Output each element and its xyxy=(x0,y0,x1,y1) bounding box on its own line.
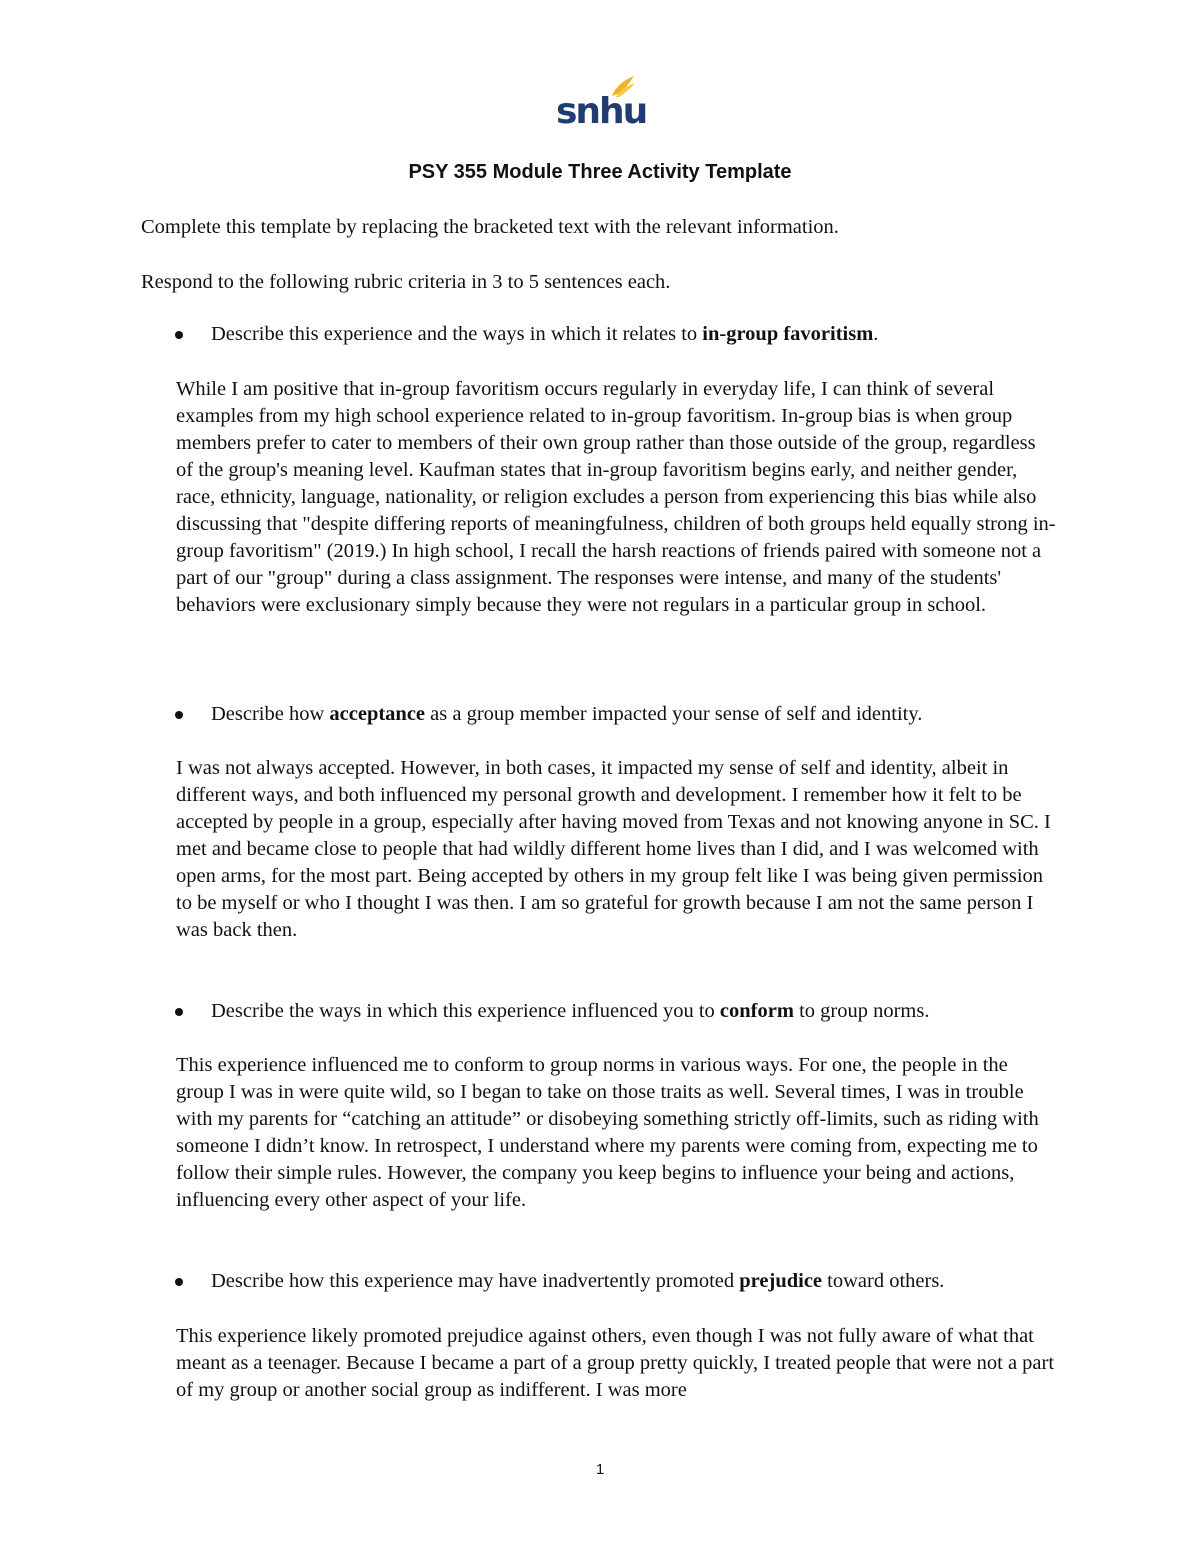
rubric-prompt-text: Describe the ways in which this experience influenced you to conform to group norms. xyxy=(211,1000,930,1022)
instruction-text: Respond to the following rubric criteria in 3 to 5 sentences each. xyxy=(141,271,671,293)
answer-paragraph: While I am positive that in-group favoritism occurs regularly in everyday life, I can think of several examples from my high school experience related to in-group favoritism. In-group bias is when group members prefer to cater to members of their own group rather than those outside of the group, regardless of the group's meaning level. Kaufman states that in-group favoritism begins early, and neither gender, race, ethnicity, language, nationality, or religion excludes a person from experiencing this bias while also discussing that "despite differing reports of meaningfulness, children of both groups held equally strong in-group favoritism" (2019.) In high school, I recall the harsh reactions of friends paired with someone not a part of our "group" during a class assignment. The responses were intense, and many of the students' behaviors were exclusionary simply because they were not regulars in a particular group in school. xyxy=(176,378,1056,616)
answer-paragraph: This experience influenced me to conform to group norms in various ways. For one, the people in the group I was in were quite wild, so I began to take on those traits as well. Several times, I was in trouble with my parents for “catching an attitude” or disobeying something strictly off-limits, such as riding with someone I didn’t know. In retrospect, I understand where my parents were coming from, expecting me to follow their simple rules. However, the company you keep begins to influence your being and actions, influencing every other aspect of your life. xyxy=(176,1054,1039,1211)
answer-paragraph: I was not always accepted. However, in both cases, it impacted my sense of self and identity, albeit in different ways, and both influenced my personal growth and development. I remember how it felt to be accepted by people in a group, especially after having moved from Texas and not knowing anyone in SC. I met and became close to people that had wildly different home lives than I did, and I was welcomed with open arms, for the most part. Being accepted by others in my group felt like I was being given permission to be myself or who I thought I was then. I am so grateful for growth because I am not the same person I was back then. xyxy=(176,757,1051,941)
rubric-prompt-text: Describe how this experience may have inadvertently promoted prejudice toward others. xyxy=(211,1270,945,1292)
bullet-icon xyxy=(175,1278,183,1286)
bullet-icon xyxy=(175,711,183,719)
rubric-keyword: in-group favoritism xyxy=(702,323,874,345)
rubric-prompt-text: Describe this experience and the ways in which it relates to in-group favoritism. xyxy=(211,323,879,345)
document-title: PSY 355 Module Three Activity Template xyxy=(408,161,792,183)
instruction-text: Complete this template by replacing the bracketed text with the relevant information. xyxy=(141,216,839,238)
rubric-keyword: conform xyxy=(719,1000,794,1022)
answer-paragraph: This experience likely promoted prejudice against others, even though I was not fully aware of what that meant as a teenager. Because I became a part of a group pretty quickly, I treated people that were not a part of my group or another social group as indifferent. I was more xyxy=(176,1325,1055,1401)
page-number: 1 xyxy=(595,1461,605,1478)
rubric-keyword: acceptance xyxy=(329,703,426,725)
logo-wordmark: snhu xyxy=(556,91,647,132)
bullet-icon xyxy=(175,1008,183,1016)
bullet-icon xyxy=(175,331,183,339)
rubric-prompt-text: Describe how acceptance as a group member impacted your sense of self and identity. xyxy=(211,703,923,725)
rubric-keyword: prejudice xyxy=(739,1270,823,1292)
snhu-logo xyxy=(556,74,647,134)
